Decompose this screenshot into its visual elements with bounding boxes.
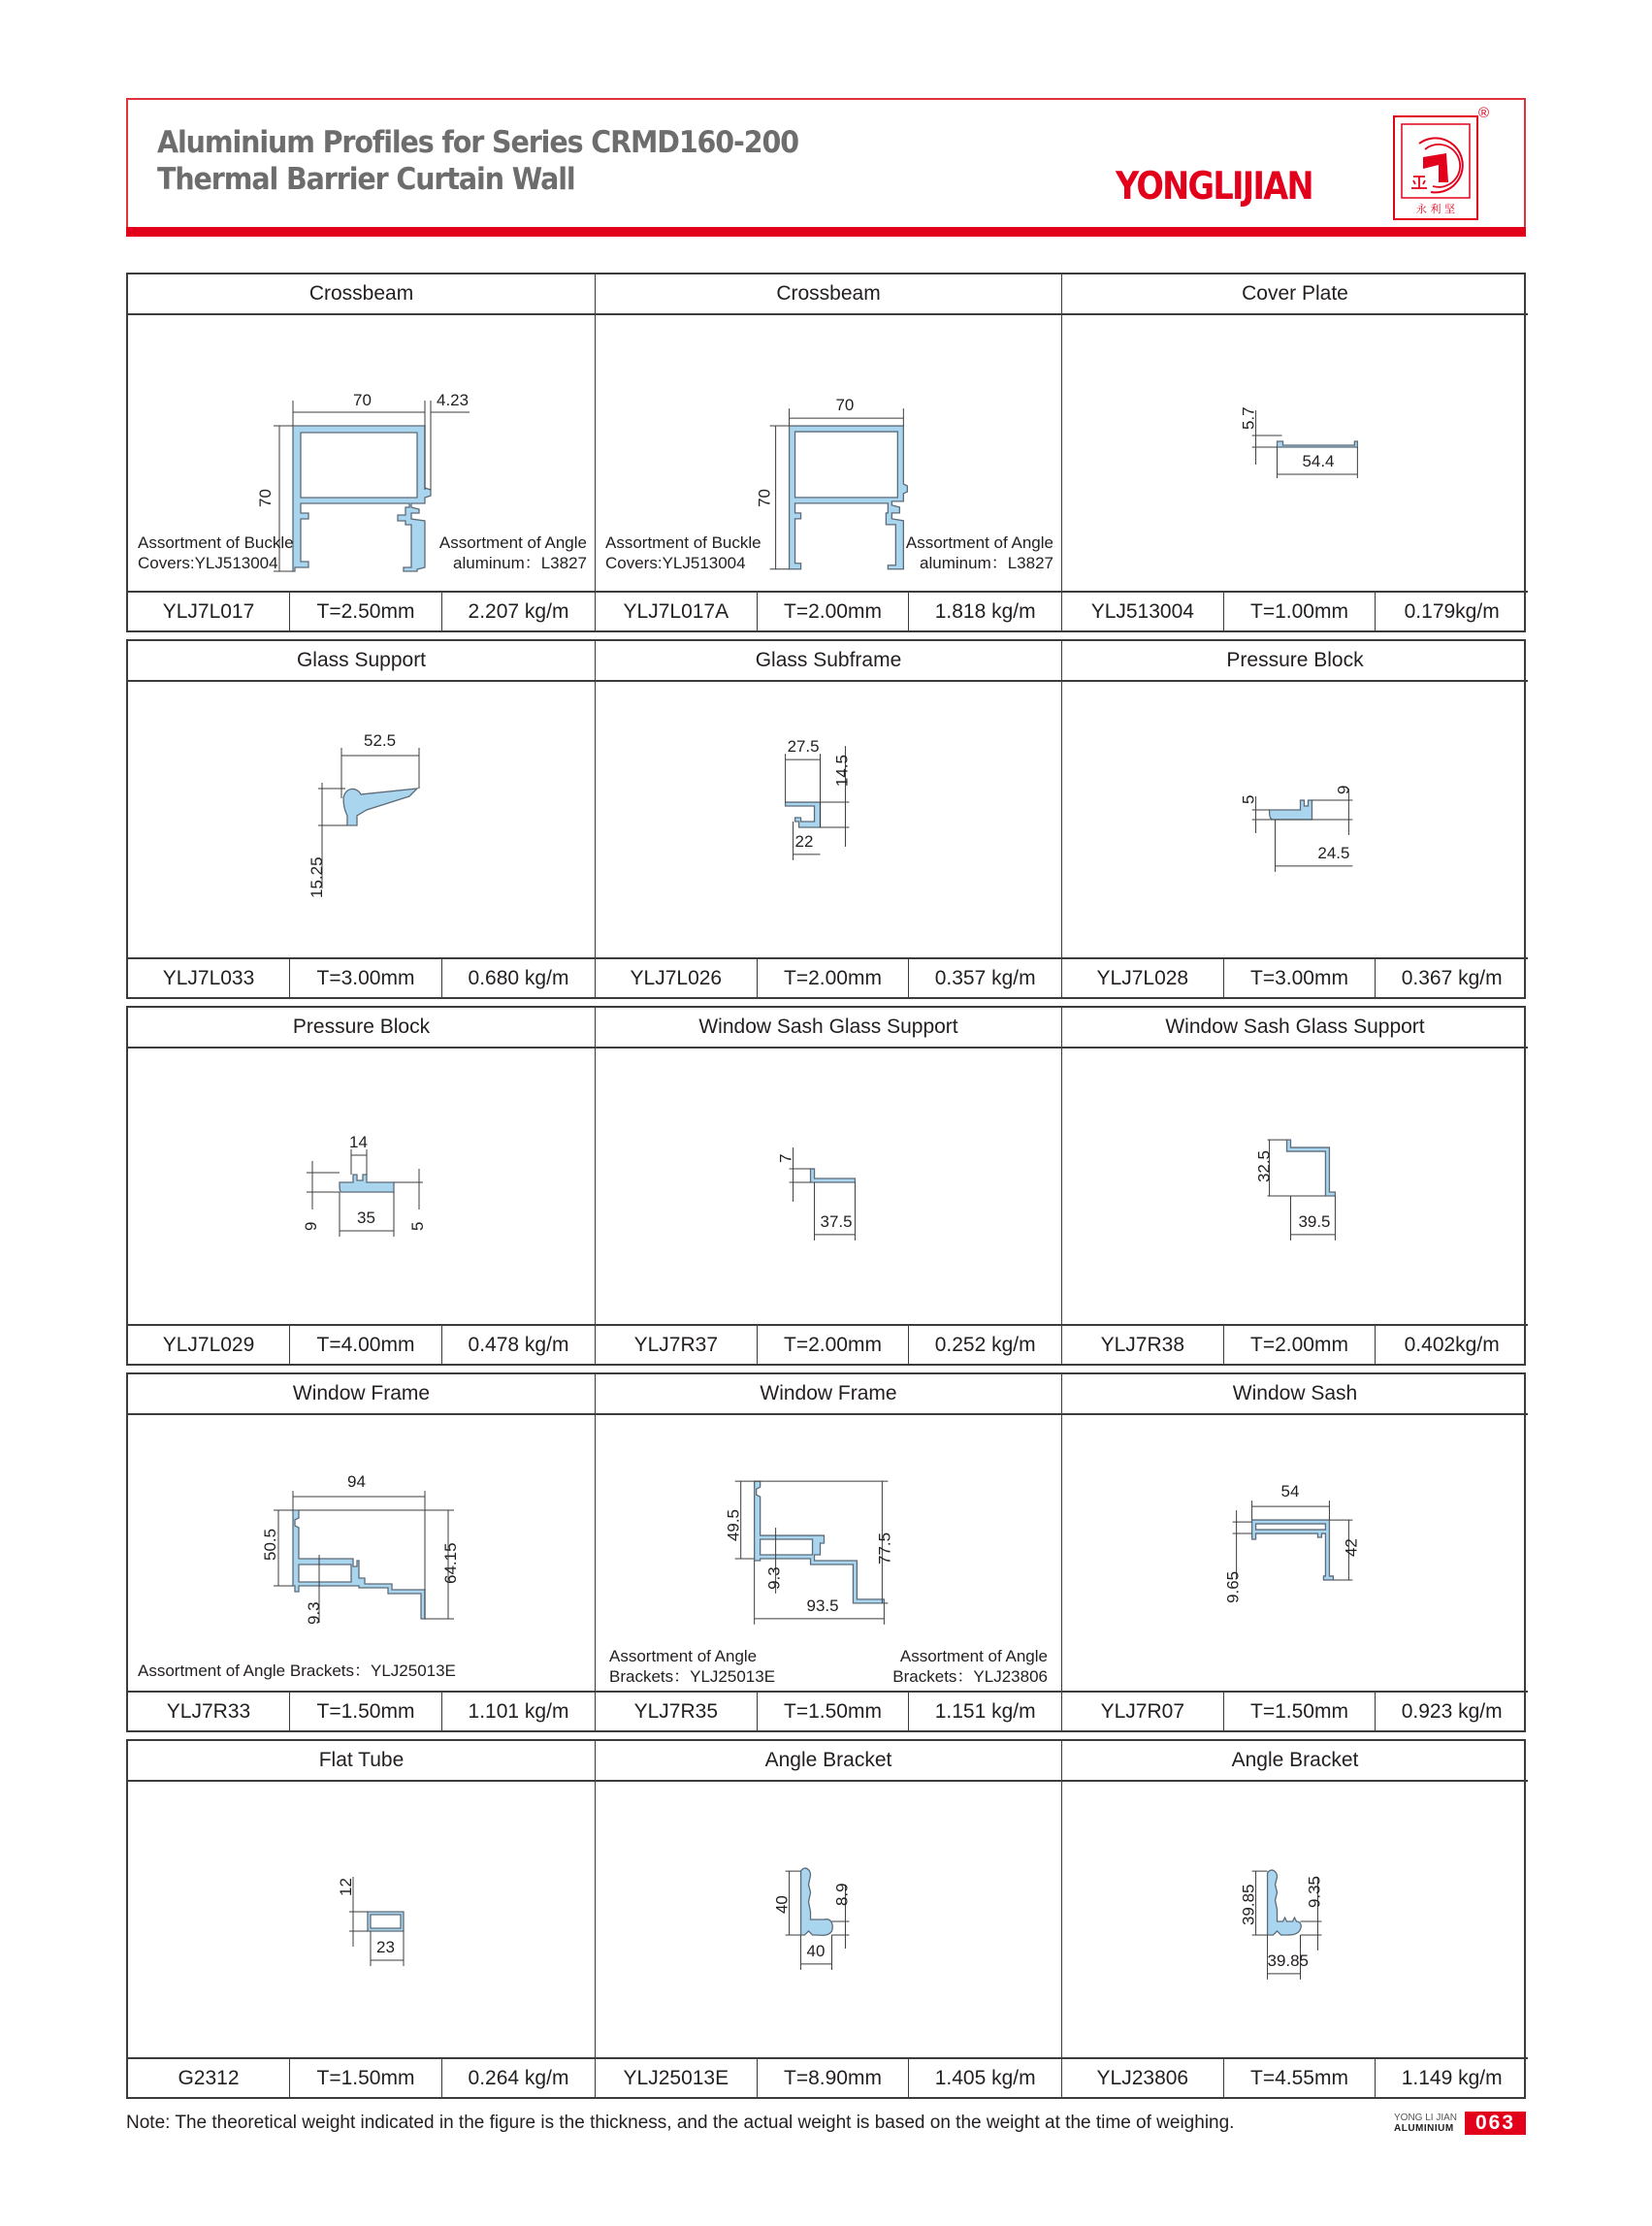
- spec-row: [128, 1691, 595, 1730]
- profile-thickness: T=1.50mm: [289, 1693, 441, 1730]
- svg-text:39.5: 39.5: [1298, 1211, 1331, 1231]
- svg-text:永 利 坚: 永 利 坚: [1416, 203, 1455, 215]
- profile-drawing: [596, 313, 1061, 595]
- profile-title: Flat Tube: [128, 1741, 595, 1782]
- profile-code: YLJ7L028: [1096, 966, 1189, 989]
- svg-text:39.85: 39.85: [1267, 1951, 1309, 1970]
- profile-title: Pressure Block: [1062, 641, 1528, 682]
- svg-text:23: 23: [376, 1938, 395, 1956]
- profile-title: Crossbeam: [596, 274, 1061, 315]
- profile-weight: 0.357 kg/m: [908, 959, 1061, 997]
- svg-text:9: 9: [302, 1221, 320, 1231]
- profile-code: YLJ25013E: [623, 2066, 729, 2089]
- spec-row: [1062, 591, 1528, 630]
- svg-text:37.5: 37.5: [820, 1211, 853, 1231]
- svg-text:50.5: 50.5: [261, 1528, 279, 1561]
- note-left-line2: Covers:YLJ513004: [605, 554, 746, 572]
- svg-text:9.3: 9.3: [764, 1566, 784, 1590]
- profile-title: Glass Support: [128, 641, 595, 682]
- profile-thickness: T=2.00mm: [757, 959, 909, 997]
- note-right-line2: Brackets：YLJ23806: [892, 1667, 1048, 1686]
- svg-text:40: 40: [772, 1895, 792, 1915]
- profile-code: YLJ7R35: [633, 1699, 719, 1723]
- svg-text:70: 70: [256, 489, 275, 507]
- profile-drawing: [596, 1047, 1061, 1328]
- profile-card-ylj23806: [1061, 1741, 1528, 2097]
- profile-drawing: [128, 1780, 595, 2061]
- profile-code: YLJ7L017: [162, 599, 255, 623]
- profile-code: YLJ7L026: [630, 966, 723, 989]
- spec-row: [596, 591, 1061, 630]
- page-number: 063: [1465, 2112, 1526, 2135]
- profile-weight: 0.252 kg/m: [908, 1326, 1061, 1364]
- svg-text:9.35: 9.35: [1305, 1876, 1324, 1909]
- profile-thickness: T=1.00mm: [1223, 593, 1376, 630]
- profile-drawing: [128, 1413, 595, 1694]
- svg-text:15.25: 15.25: [308, 856, 326, 898]
- profile-row-2: [126, 639, 1526, 999]
- profile-title: Window Sash Glass Support: [596, 1008, 1061, 1048]
- profile-drawing: [1062, 1780, 1528, 2061]
- profile-drawing: [596, 1780, 1061, 2061]
- profile-drawing: [1062, 680, 1528, 961]
- profile-title: Angle Bracket: [1062, 1741, 1528, 1782]
- profile-thickness: T=4.55mm: [1223, 2059, 1376, 2097]
- svg-text:27.5: 27.5: [787, 737, 820, 757]
- profile-thickness: T=2.00mm: [1223, 1326, 1376, 1364]
- footnote: Note: The theoretical weight indicated in the figure is the thickness, and the actual weight is based on the weight at the time of weighing.: [126, 2113, 1235, 2133]
- profile-thickness: T=2.50mm: [289, 593, 441, 630]
- note-left-line1: Assortment of Angle: [609, 1647, 758, 1665]
- profile-weight: 1.151 kg/m: [908, 1693, 1061, 1730]
- footer-brand: [1394, 2113, 1457, 2134]
- svg-text:9: 9: [1334, 785, 1353, 795]
- page-title-line1: Aluminium Profiles for Series CRMD160-200: [157, 125, 799, 160]
- profile-thickness: T=2.00mm: [757, 1326, 909, 1364]
- profile-drawing: [128, 680, 595, 961]
- header-red-bar: [126, 227, 1526, 237]
- profile-drawing: [1062, 313, 1528, 595]
- profile-code: YLJ7R07: [1100, 1699, 1185, 1723]
- svg-text:24.5: 24.5: [1317, 843, 1350, 862]
- profile-code: YLJ7L017A: [623, 599, 729, 623]
- profile-row-3: [126, 1006, 1526, 1366]
- profile-drawing: [1062, 1047, 1528, 1328]
- note-left-line1: Assortment of Buckle: [138, 533, 294, 552]
- profile-weight: 0.402kg/m: [1375, 1326, 1528, 1364]
- spec-row: [596, 1324, 1061, 1364]
- profile-weight: 0.264 kg/m: [441, 2059, 595, 2097]
- profile-title: Window Sash Glass Support: [1062, 1008, 1528, 1048]
- svg-text:32.5: 32.5: [1254, 1150, 1274, 1183]
- profile-drawing: [596, 680, 1061, 961]
- profile-drawing: [128, 1047, 595, 1328]
- svg-text:54.4: 54.4: [1302, 451, 1335, 470]
- svg-text:93.5: 93.5: [806, 1596, 839, 1615]
- spec-row: [128, 591, 595, 630]
- profile-code: YLJ7R37: [633, 1333, 719, 1356]
- svg-text:70: 70: [755, 489, 774, 507]
- profile-card-ylj7r37: [595, 1008, 1061, 1364]
- profile-row-4: [126, 1372, 1526, 1732]
- profile-title: Crossbeam: [128, 274, 595, 315]
- profile-drawing: [1062, 1413, 1528, 1694]
- note-right-line1: Assortment of Angle: [899, 1647, 1048, 1665]
- svg-text:8.9: 8.9: [832, 1883, 852, 1907]
- svg-text:5: 5: [1239, 794, 1258, 805]
- profile-weight: 0.923 kg/m: [1375, 1693, 1528, 1730]
- profile-weight: 2.207 kg/m: [441, 593, 595, 630]
- profile-card-ylj7l028: [1061, 641, 1528, 997]
- svg-text:39.85: 39.85: [1239, 1884, 1258, 1925]
- note-left-line2: Covers:YLJ513004: [138, 554, 278, 572]
- profile-card-ylj7r38: [1061, 1008, 1528, 1364]
- footer-brand-line1: YONG LI JIAN: [1394, 2113, 1458, 2123]
- profile-code: YLJ7R38: [1100, 1333, 1185, 1356]
- profile-card-ylj7l033: [128, 641, 595, 997]
- profile-weight: 1.149 kg/m: [1375, 2059, 1528, 2097]
- svg-text:9.3: 9.3: [305, 1601, 323, 1625]
- profile-title: Window Frame: [596, 1374, 1061, 1415]
- profile-thickness: T=8.90mm: [757, 2059, 909, 2097]
- profile-weight: 0.680 kg/m: [441, 959, 595, 997]
- profile-thickness: T=1.50mm: [757, 1693, 909, 1730]
- registered-mark: ®: [1478, 105, 1490, 121]
- profile-card-ylj7l017: [128, 274, 595, 630]
- profile-weight: 0.179kg/m: [1375, 593, 1528, 630]
- profile-title: Glass Subframe: [596, 641, 1061, 682]
- profile-card-g2312: [128, 1741, 595, 2097]
- profile-weight: 1.818 kg/m: [908, 593, 1061, 630]
- spec-row: [128, 1324, 595, 1364]
- svg-text:94: 94: [347, 1472, 366, 1491]
- profile-code: YLJ23806: [1096, 2066, 1189, 2089]
- profile-title: Angle Bracket: [596, 1741, 1061, 1782]
- page-title-line2: Thermal Barrier Curtain Wall: [157, 162, 575, 197]
- profile-title: Window Frame: [128, 1374, 595, 1415]
- note-right-line2: aluminum：L3827: [453, 554, 587, 572]
- profile-row-1: [126, 273, 1526, 632]
- profile-card-ylj7l017a: [595, 274, 1061, 630]
- profile-drawing: [128, 313, 595, 595]
- brand-logo-icon: [1392, 114, 1479, 221]
- spec-row: [596, 1691, 1061, 1730]
- spec-row: [1062, 957, 1528, 997]
- svg-text:5: 5: [408, 1221, 427, 1231]
- svg-text:64.15: 64.15: [441, 1542, 460, 1584]
- note-left-line1: Assortment of Buckle: [605, 533, 761, 552]
- profile-title: Window Sash: [1062, 1374, 1528, 1415]
- spec-row: [128, 957, 595, 997]
- svg-text:49.5: 49.5: [724, 1509, 743, 1542]
- svg-text:22: 22: [794, 831, 814, 851]
- profile-thickness: T=3.00mm: [1223, 959, 1376, 997]
- svg-text:40: 40: [806, 1941, 826, 1960]
- profile-row-5: [126, 1739, 1526, 2099]
- svg-text:5.7: 5.7: [1239, 406, 1258, 431]
- profile-card-ylj7r33: [128, 1374, 595, 1730]
- spec-row: [596, 2057, 1061, 2097]
- profile-weight: 0.367 kg/m: [1375, 959, 1528, 997]
- profile-thickness: T=3.00mm: [289, 959, 441, 997]
- spec-row: [596, 957, 1061, 997]
- profile-weight: 0.478 kg/m: [441, 1326, 595, 1364]
- profile-code: YLJ7R33: [166, 1699, 251, 1723]
- profile-title: Pressure Block: [128, 1008, 595, 1048]
- profile-card-ylj7l026: [595, 641, 1061, 997]
- svg-text:4.23: 4.23: [437, 391, 470, 409]
- profile-card-ylj7r07: [1061, 1374, 1528, 1730]
- note-single: Assortment of Angle Brackets：YLJ25013E: [138, 1661, 456, 1680]
- profile-thickness: T=1.50mm: [289, 2059, 441, 2097]
- profile-drawing: [596, 1413, 1061, 1694]
- profile-thickness: T=2.00mm: [757, 593, 909, 630]
- spec-row: [1062, 1691, 1528, 1730]
- svg-text:52.5: 52.5: [364, 731, 397, 750]
- profile-card-ylj25013e: [595, 1741, 1061, 2097]
- note-left-line2: Brackets：YLJ25013E: [609, 1667, 776, 1686]
- spec-row: [1062, 2057, 1528, 2097]
- profile-code: YLJ7L029: [162, 1333, 255, 1356]
- svg-text:7: 7: [776, 1153, 795, 1164]
- svg-text:35: 35: [357, 1209, 375, 1227]
- profile-code: YLJ7L033: [162, 966, 255, 989]
- svg-text:70: 70: [835, 396, 855, 415]
- svg-text:9.65: 9.65: [1223, 1570, 1243, 1603]
- svg-text:77.5: 77.5: [875, 1532, 894, 1565]
- profile-card-ylj7l029: [128, 1008, 595, 1364]
- profile-code: YLJ513004: [1090, 599, 1194, 623]
- svg-text:70: 70: [353, 391, 372, 409]
- profile-card-ylj7r35: [595, 1374, 1061, 1730]
- profile-thickness: T=4.00mm: [289, 1326, 441, 1364]
- profile-weight: 1.101 kg/m: [441, 1693, 595, 1730]
- note-right-line1: Assortment of Angle: [438, 533, 587, 552]
- svg-text:54: 54: [1280, 1482, 1300, 1501]
- svg-text:14: 14: [349, 1133, 368, 1151]
- profile-code: G2312: [178, 2066, 240, 2089]
- svg-text:42: 42: [1342, 1538, 1361, 1557]
- footer-brand-line2: ALUMINIUM: [1394, 2123, 1454, 2134]
- profile-card-ylj513004: [1061, 274, 1528, 630]
- note-right-line1: Assortment of Angle: [905, 533, 1053, 552]
- profile-weight: 1.405 kg/m: [908, 2059, 1061, 2097]
- profile-title: Cover Plate: [1062, 274, 1528, 315]
- svg-text:12: 12: [337, 1878, 355, 1896]
- svg-text:14.5: 14.5: [832, 755, 852, 788]
- spec-row: [128, 2057, 595, 2097]
- brand-name: YONGLIJIAN: [1116, 165, 1312, 209]
- spec-row: [1062, 1324, 1528, 1364]
- profile-thickness: T=1.50mm: [1223, 1693, 1376, 1730]
- note-right-line2: aluminum：L3827: [920, 554, 1053, 572]
